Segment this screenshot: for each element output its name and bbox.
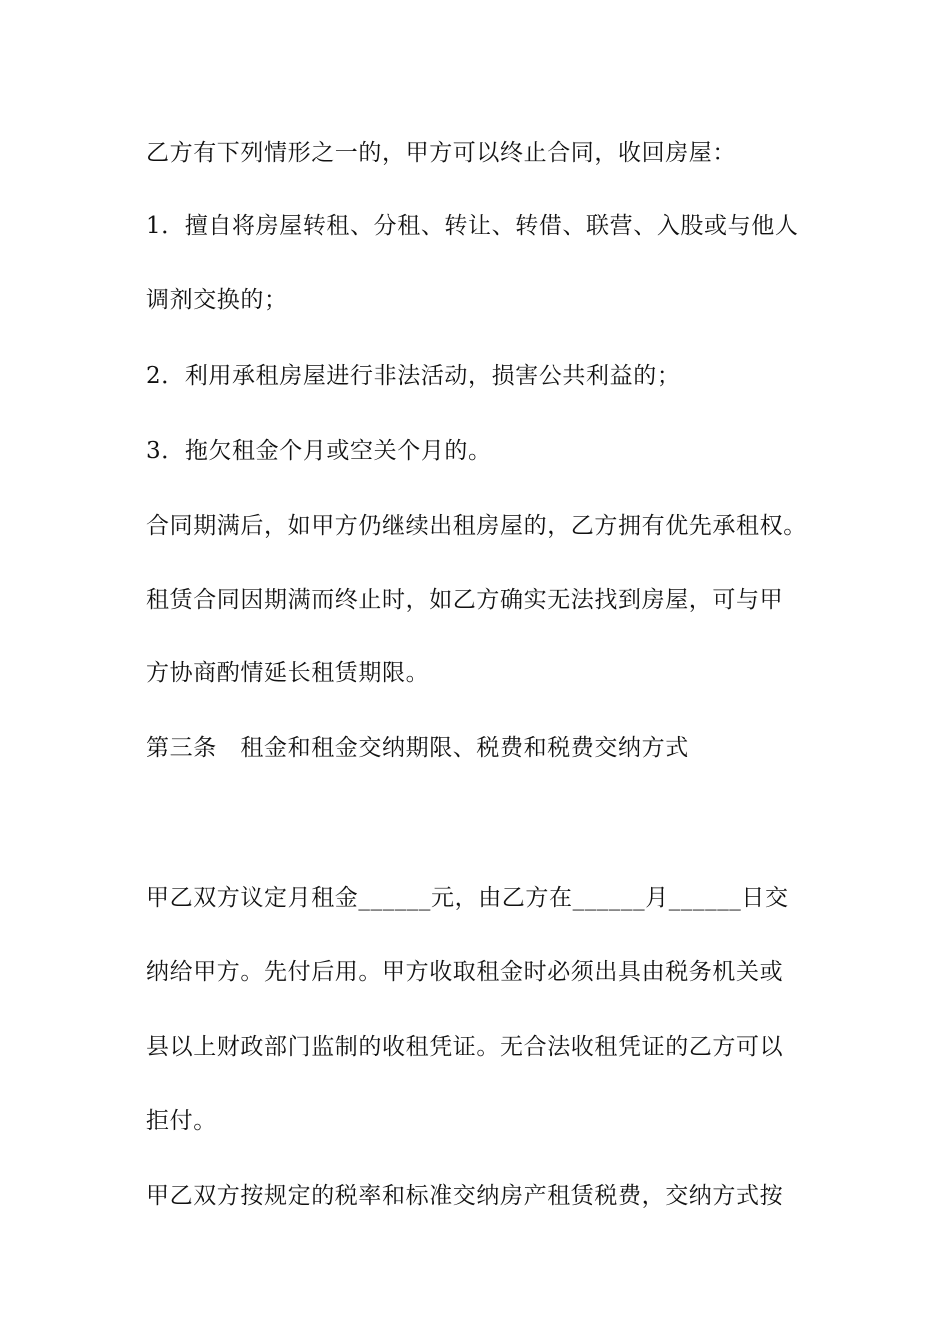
paragraph-extension-continued: 方协商酌情延长租赁期限。 [146, 660, 430, 686]
section-heading-article-3: 第三条 租金和租金交纳期限、税费和税费交纳方式 [146, 735, 689, 761]
clause-item-1: 1．擅自将房屋转租、分租、转让、转借、联营、入股或与他人 [146, 213, 799, 239]
paragraph-rent-amount-continued-1: 纳给甲方。先付后用。甲方收取租金时必须出具由税务机关或 [146, 959, 784, 985]
paragraph-rent-amount-continued-3: 拒付。 [146, 1108, 217, 1134]
paragraph-extension: 租赁合同因期满而终止时，如乙方确实无法找到房屋，可与甲 [146, 587, 784, 613]
paragraph-renewal-priority: 合同期满后，如甲方仍继续出租房屋的，乙方拥有优先承租权。 [146, 513, 807, 539]
paragraph-termination-intro: 乙方有下列情形之一的，甲方可以终止合同，收回房屋： [146, 140, 736, 166]
paragraph-rent-amount: 甲乙双方议定月租金______元，由乙方在______月______日交 [146, 885, 789, 911]
clause-item-1-continued: 调剂交换的； [146, 287, 288, 313]
clause-item-2: 2．利用承租房屋进行非法活动，损害公共利益的； [146, 363, 681, 389]
paragraph-rent-amount-continued-2: 县以上财政部门监制的收租凭证。无合法收租凭证的乙方可以 [146, 1034, 784, 1060]
paragraph-tax: 甲乙双方按规定的税率和标准交纳房产租赁税费，交纳方式按 [146, 1183, 784, 1209]
clause-item-3: 3．拖欠租金个月或空关个月的。 [146, 438, 492, 464]
